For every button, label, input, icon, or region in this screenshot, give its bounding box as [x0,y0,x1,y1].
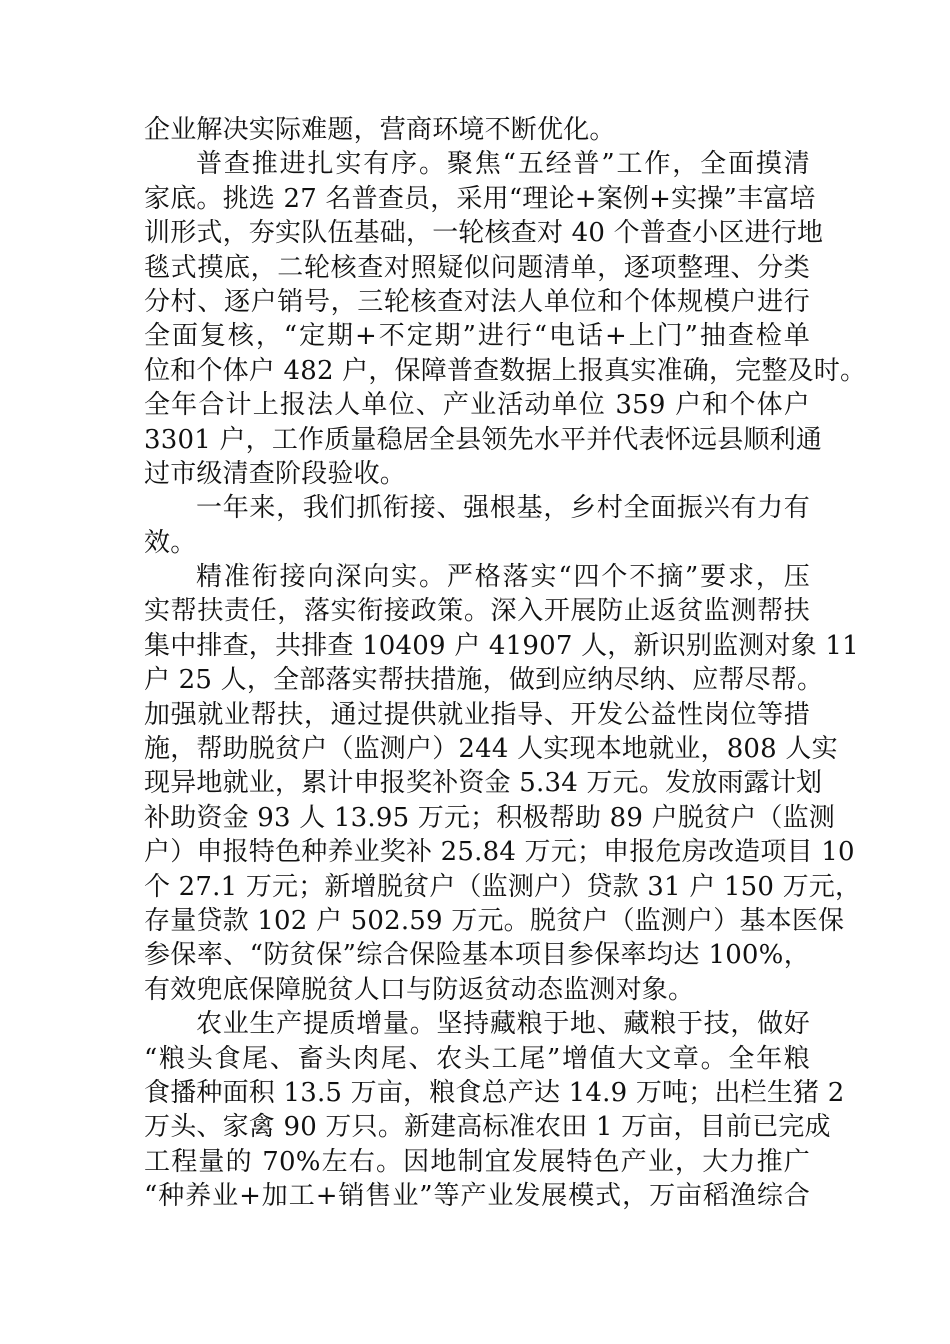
text-line: 户）申报特色种养业奖补 25.84 万元；申报危房改造项目 10 [144,837,855,868]
text-line: 全年合计上报法人单位、产业活动单位 359 户和个体户 [144,390,810,421]
text-line: 实帮扶责任，落实衔接政策。深入开展防止返贫监测帮扶 [144,596,810,627]
text-line: 参保率、“防贫保”综合保险基本项目参保率均达 100%， [144,940,810,971]
text-line: 企业解决实际难题，营商环境不断优化。 [144,115,616,145]
text-line: 补助资金 93 人 13.95 万元；积极帮助 89 户脱贫户（监测 [144,802,835,833]
text-line: “种养业+加工+销售业”等产业发展模式，万亩稻渔综合 [144,1181,810,1212]
text-line: 过市级清查阶段验收。 [144,458,407,489]
text-line: 加强就业帮扶，通过提供就业指导、开发公益性岗位等措 [144,699,810,730]
text-line: 训形式，夯实队伍基础，一轮核查对 40 个普查小区进行地 [144,218,824,249]
text-line: 有效兜底保障脱贫人口与防返贫动态监测对象。 [144,974,695,1005]
text-line: “粮头食尾、畜头肉尾、农头工尾”增值大文章。全年粮 [144,1043,810,1074]
paragraph-start-line: 普查推进扎实有序。聚焦“五经普”工作，全面摸清 [196,149,810,180]
text-line: 户 25 人，全部落实帮扶措施，做到应纳尽纳、应帮尽帮。 [144,665,824,696]
text-line: 食播种面积 13.5 万亩，粮食总产达 14.9 万吨；出栏生猪 2 [144,1077,845,1108]
text-line: 集中排查，共排查 10409 户 41907 人，新识别监测对象 11 [144,630,859,661]
text-line: 现异地就业，累计申报奖补资金 5.34 万元。发放雨露计划 [144,768,823,799]
text-line: 万头、家禽 90 万只。新建高标准农田 1 万亩，目前已完成 [144,1112,831,1143]
paragraph-start-line: 精准衔接向深向实。严格落实“四个不摘”要求，压 [196,562,810,593]
paragraph-start-line: 农业生产提质增量。坚持藏粮于地、藏粮于技，做好 [196,1009,810,1040]
text-line: 3301 户，工作质量稳居全县领先水平并代表怀远县顺利通 [144,424,823,455]
text-line: 工程量的 70%左右。因地制宜发展特色产业，大力推广 [144,1146,810,1177]
text-line: 位和个体户 482 户，保障普查数据上报真实准确，完整及时。 [144,355,867,386]
text-line: 家底。挑选 27 名普查员，采用“理论+案例+实操”丰富培 [144,183,816,214]
paragraph-start-line: 一年来，我们抓衔接、强根基，乡村全面振兴有力有 [196,493,810,524]
text-line: 效。 [144,527,197,558]
text-line: 个 27.1 万元；新增脱贫户（监测户）贷款 31 户 150 万元， [144,871,862,902]
text-line: 分村、逐户销号，三轮核查对法人单位和个体规模户进行 [144,286,810,317]
document-body [144,113,867,1214]
text-line: 全面复核，“定期+不定期”进行“电话+上门”抽查检单 [144,321,810,352]
text-line: 毯式摸底，二轮核查对照疑似问题清单，逐项整理、分类 [144,252,810,283]
text-line: 存量贷款 102 户 502.59 万元。脱贫户（监测户）基本医保 [144,905,845,936]
text-line: 施，帮助脱贫户（监测户）244 人实现本地就业，808 人实 [144,734,838,765]
